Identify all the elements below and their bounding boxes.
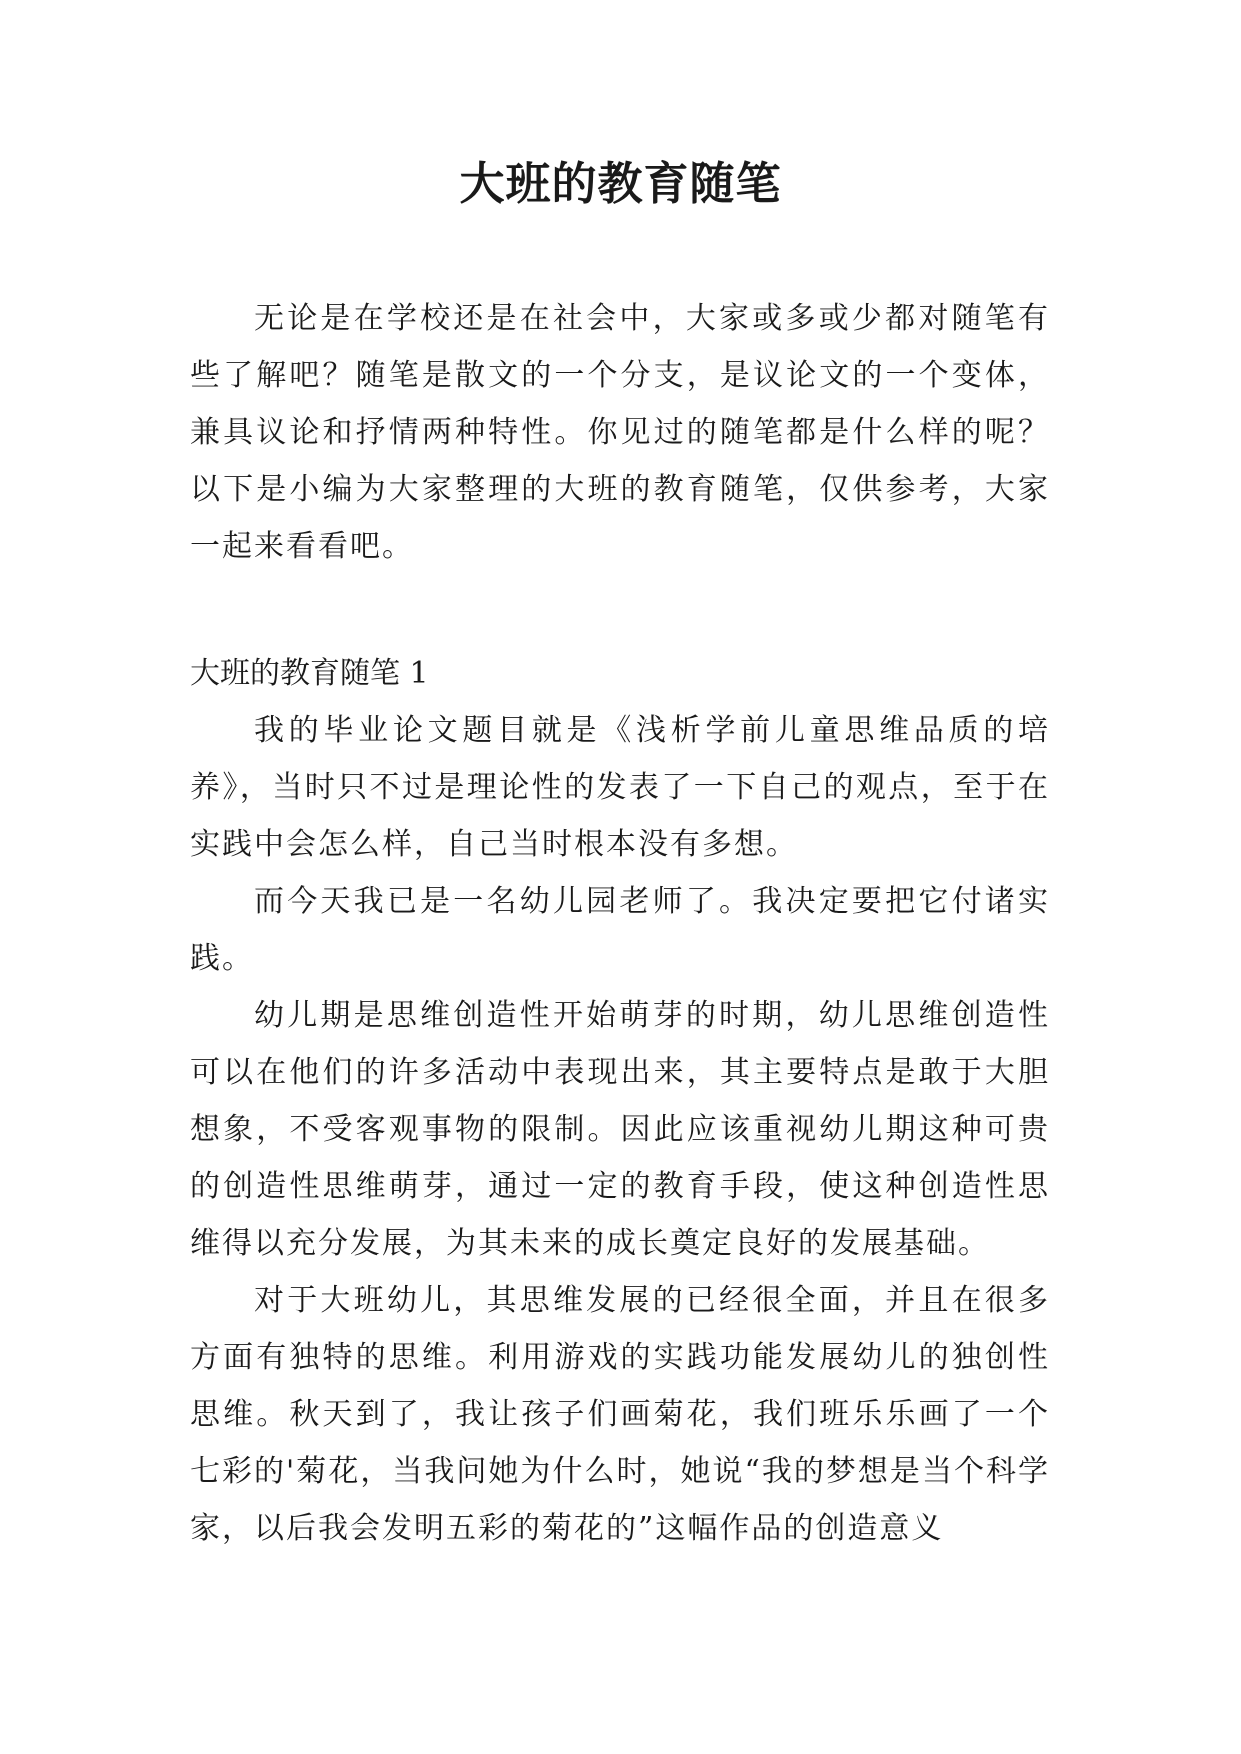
document-body (190, 290, 1050, 1557)
intro-paragraph: 无论是在学校还是在社会中，大家或多或少都对随笔有些了解吧？随笔是散文的一个分支，是议论文的一个变体，兼具议论和抒情两种特性。你见过的随笔都是什么样的呢？以下是小编为大家整理的大班的教育随笔，仅供参考，大家一起来看看吧。 (190, 301, 1050, 564)
body-paragraph: 幼儿期是思维创造性开始萌芽的时期，幼儿思维创造性可以在他们的许多活动中表现出来，其主要特点是敢于大胆想象，不受客观事物的限制。因此应该重视幼儿期这种可贵的创造性思维萌芽，通过一定的教育手段，使这种创造性思维得以充分发展，为其未来的成长奠定良好的发展基础。 (190, 998, 1050, 1261)
body-paragraph: 而今天我已是一名幼儿园老师了。我决定要把它付诸实践。 (190, 884, 1050, 976)
document-title: 大班的教育随笔 (459, 157, 782, 210)
body-paragraph: 对于大班幼儿，其思维发展的已经很全面，并且在很多方面有独特的思维。利用游戏的实践功能发展幼儿的独创性思维。秋天到了，我让孩子们画菊花，我们班乐乐画了一个七彩的'菊花，当我问她为什么时，她说“我的梦想是当个科学家，以后我会发明五彩的菊花的”这幅作品的创造意义 (190, 1283, 1050, 1546)
section-heading: 大班的教育随笔 1 (190, 656, 429, 691)
body-paragraph: 我的毕业论文题目就是《浅析学前儿童思维品质的培养》，当时只不过是理论性的发表了一下自己的观点，至于在实践中会怎么样，自己当时根本没有多想。 (190, 713, 1050, 862)
